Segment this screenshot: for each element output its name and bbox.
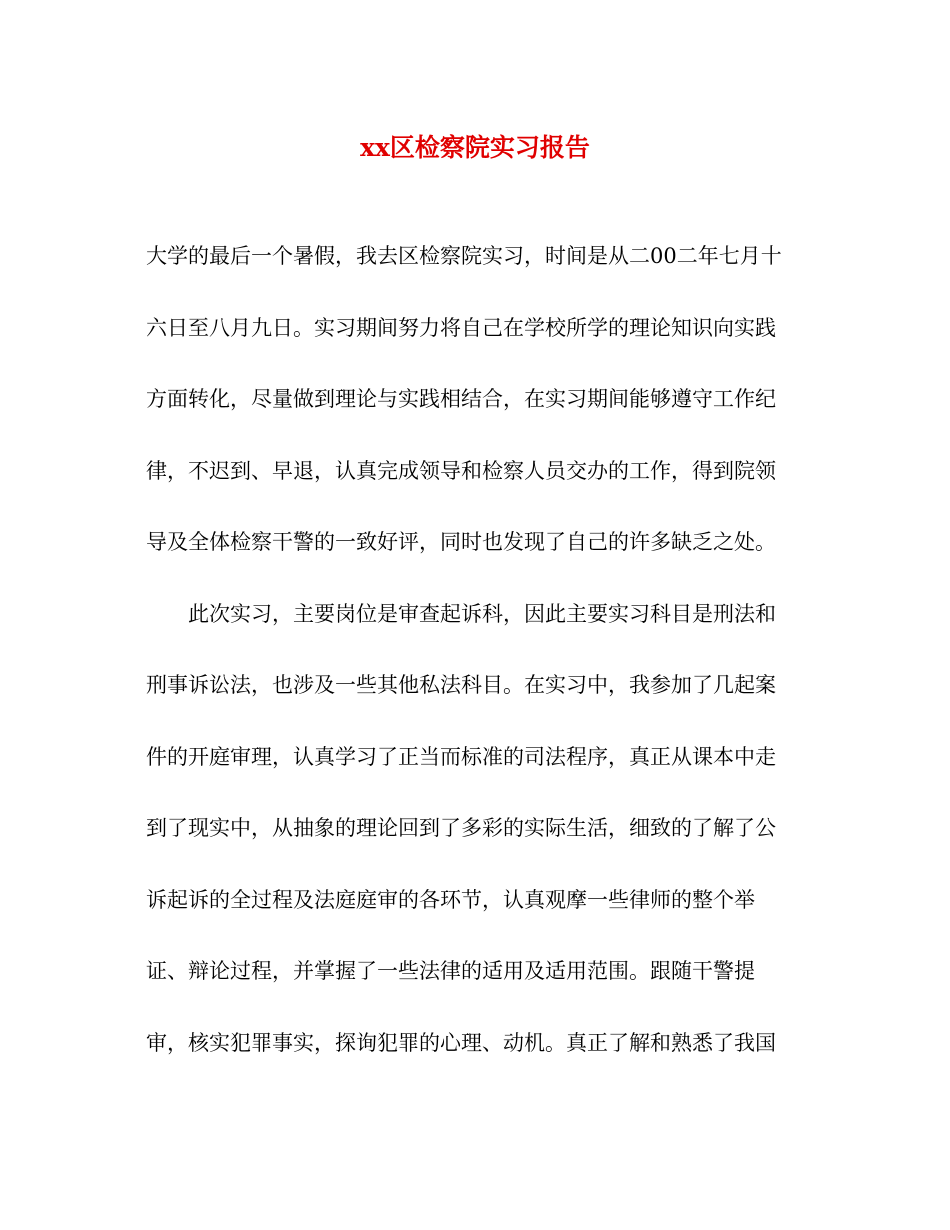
paragraph-line-6: 此次实习，主要岗位是审查起诉科，因此主要实习科目是刑法和	[188, 601, 776, 626]
paragraph-line-9: 到了现实中，从抽象的理论回到了多彩的实际生活，细致的了解了公	[146, 816, 776, 840]
paragraph-line-10: 诉起诉的全过程及法庭庭审的各环节，认真观摩一些律师的整个举	[146, 887, 755, 912]
document-body	[146, 236, 826, 1094]
paragraph-line-7: 刑事诉讼法，也涉及一些其他私法科目。在实习中，我参加了几起案	[146, 673, 776, 697]
paragraph-line-8: 件的开庭审理，认真学习了正当而标准的司法程序，真正从课本中走	[146, 744, 776, 769]
paragraph-line-3: 方面转化，尽量做到理论与实践相结合，在实习期间能够遵守工作纪	[146, 387, 776, 411]
paragraph-line-5: 导及全体检察干警的一致好评，同时也发现了自己的许多缺乏之处。	[146, 530, 776, 554]
paragraph-line-11: 证、辩论过程，并掌握了一些法律的适用及适用范围。跟随干警提	[146, 959, 755, 983]
paragraph-line-1: 大学的最后一个暑假，我去区检察院实习，时间是从二00二年七月十	[146, 244, 782, 268]
paragraph-line-12: 审，核实犯罪事实，探询犯罪的心理、动机。真正了解和熟悉了我国	[146, 1030, 776, 1055]
paragraph-line-2: 六日至八月九日。实习期间努力将自己在学校所学的理论知识向实践	[146, 315, 776, 340]
paragraph-line-4: 律，不迟到、早退，认真完成领导和检察人员交办的工作，得到院领	[146, 458, 776, 483]
document-title: xx区检察院实习报告	[360, 133, 590, 162]
